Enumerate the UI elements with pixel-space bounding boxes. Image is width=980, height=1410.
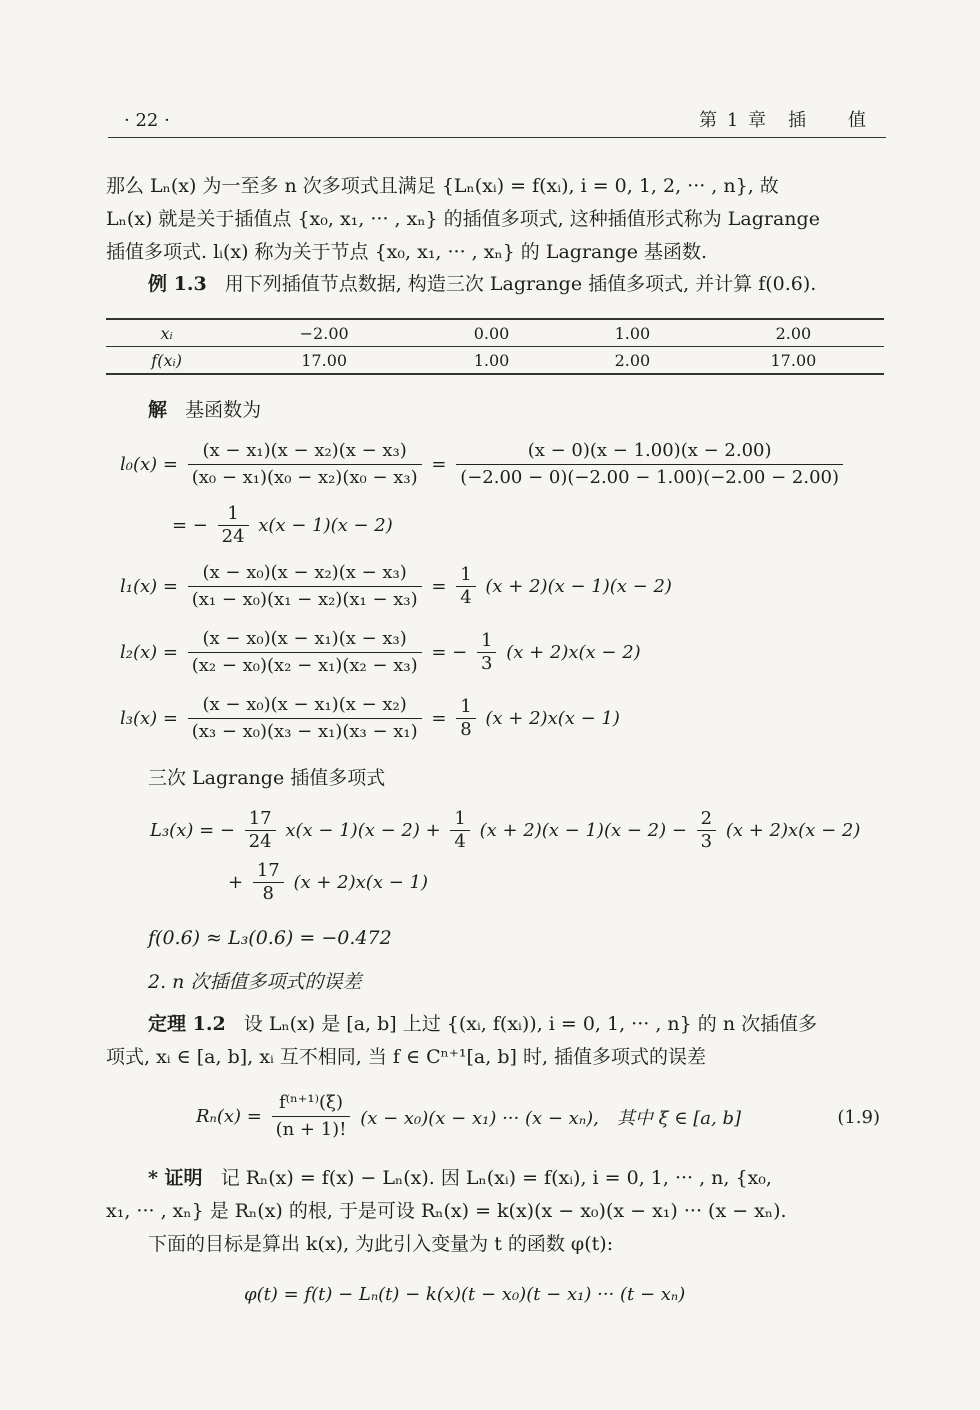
equation-rest: x(x − 1)(x − 2)	[258, 515, 393, 536]
fraction	[272, 1090, 351, 1143]
numerator: (x − 0)(x − 1.00)(x − 2.00)	[456, 438, 843, 465]
equation-l1: l₁(x) = $\frac{\text{(x − x₀)(x − x₂)(x − x₃)}}{\text{(x₁ − x₀)(x₁ − x₂)(x₁ − x₃)}}$ = $\frac{1}{4}$ (x + 2)(x − 1)(x − 2)	[120, 560, 672, 613]
proof-line: x₁, ··· , xₙ} 是 Rₙ(x) 的根, 于是可设 Rₙ(x) = k(x)(x − x₀)(x − x₁) ··· (x − xₙ).	[106, 1200, 787, 1222]
equation-rest: (x + 2)x(x − 2)	[506, 642, 641, 663]
header-rule	[108, 137, 886, 138]
equation-rest: (x + 2)(x − 1)(x − 2)	[485, 576, 672, 597]
equation-lhs: Rₙ(x) =	[196, 1106, 262, 1127]
equation-L3: L₃(x) = − $\frac{17}{24}$ x(x − 1)(x − 2) + $\frac{1}{4}$ (x + 2)(x − 1)(x − 2) − $\frac{2}{3}$ (x + 2)x(x − 2)	[150, 808, 861, 852]
theorem-line: 项式, xᵢ ∈ [a, b], xᵢ 互不相同, 当 f ∈ Cⁿ⁺¹[a, b] 时, 插值多项式的误差	[106, 1046, 707, 1068]
table-cell: 2.00	[703, 319, 884, 347]
equation-l2: l₂(x) = $\frac{\text{(x − x₀)(x − x₁)(x − x₃)}}{\text{(x₂ − x₀)(x₂ − x₁)(x₂ − x₃)}}$ = − $\frac{1}{3}$ (x + 2)x(x − 2)	[120, 626, 641, 679]
page-number: · 22 ·	[124, 110, 170, 131]
denominator: 4	[460, 587, 472, 608]
fraction	[456, 438, 843, 491]
chapter-title: 第 1 章 插 值	[699, 110, 868, 131]
f-value: f(0.6) ≈ L₃(0.6) = −0.472	[148, 927, 392, 949]
denominator: 8	[460, 719, 472, 740]
table-cell: xᵢ	[106, 319, 227, 347]
term: (x + 2)(x − 1)(x − 2) −	[479, 820, 687, 841]
table-cell: 0.00	[421, 319, 562, 347]
equation-lhs: l₂(x) =	[120, 642, 178, 663]
solution-heading	[148, 394, 261, 427]
equation-l0-simplified: = − $\frac{1}{24}$ x(x − 1)(x − 2)	[172, 503, 393, 547]
proof	[106, 1162, 886, 1261]
equation-lhs: l₃(x) =	[120, 708, 178, 729]
numerator: (x − x₁)(x − x₂)(x − x₃)	[188, 438, 422, 465]
numerator: 2	[697, 808, 716, 831]
intro-line: 插值多项式. lᵢ(x) 称为关于节点 {x₀, x₁, ··· , xₙ} 的 Lagrange 基函数.	[106, 241, 708, 263]
denominator: (n + 1)!	[275, 1119, 347, 1140]
fraction	[218, 503, 249, 548]
table-cell: 1.00	[421, 347, 562, 375]
fraction	[456, 696, 475, 741]
fraction	[188, 560, 422, 613]
denominator: (x₂ − x₀)(x₂ − x₁)(x₂ − x₃)	[191, 655, 418, 676]
fraction	[245, 808, 276, 853]
numerator: 1	[456, 564, 475, 587]
intro-paragraph	[106, 170, 886, 269]
table-cell: 2.00	[562, 347, 703, 375]
solution-text: 基函数为	[185, 399, 262, 421]
denominator: (x₀ − x₁)(x₀ − x₂)(x₀ − x₃)	[191, 467, 418, 488]
intro-line: Lₙ(x) 就是关于插值点 {x₀, x₁, ··· , xₙ} 的插值多项式, 这种插值形式称为 Lagrange	[106, 208, 820, 230]
denominator: 24	[221, 526, 245, 547]
term: (x + 2)x(x − 1)	[293, 872, 428, 893]
equation-phi: φ(t) = f(t) − Lₙ(t) − k(x)(t − x₀)(t − x₁) ··· (t − xₙ)	[244, 1284, 686, 1305]
denominator: (x₃ − x₀)(x₃ − x₁)(x₃ − x₁)	[191, 721, 418, 742]
equation-lhs: l₁(x) =	[120, 576, 178, 597]
page-header	[108, 106, 886, 136]
denominator: 24	[248, 831, 272, 852]
equation-rest: (x − x₀)(x − x₁) ··· (x − xₙ), 其中 ξ ∈ [a, b]	[360, 1107, 742, 1129]
denominator: 3	[700, 831, 713, 852]
equation-number: (1.9)	[837, 1107, 880, 1128]
numerator: 1	[218, 503, 249, 526]
fraction	[477, 630, 496, 675]
section-title: 2. n 次插值多项式的误差	[148, 971, 362, 993]
data-table	[106, 318, 884, 375]
denominator: 4	[454, 831, 466, 852]
example-label: 例 1.3	[148, 273, 207, 295]
denominator: (−2.00 − 0)(−2.00 − 1.00)(−2.00 − 2.00)	[460, 467, 840, 488]
table-row	[106, 347, 884, 375]
table-cell: 17.00	[227, 347, 421, 375]
numerator: f⁽ⁿ⁺¹⁾(ξ)	[272, 1090, 351, 1117]
theorem-text: 设 Lₙ(x) 是 [a, b] 上过 {(xᵢ, f(xᵢ)), i = 0, 1, ··· , n} 的 n 次插值多	[243, 1013, 818, 1035]
term: (x + 2)x(x − 2)	[725, 820, 861, 841]
example-text: 用下列插值节点数据, 构造三次 Lagrange 插值多项式, 并计算 f(0.6).	[224, 273, 817, 295]
table-cell: −2.00	[227, 319, 421, 347]
theorem-label: 定理 1.2	[148, 1013, 226, 1035]
fraction	[456, 564, 475, 609]
numerator: 17	[245, 808, 276, 831]
proof-line: 下面的目标是算出 k(x), 为此引入变量为 t 的函数 φ(t):	[148, 1233, 614, 1255]
proof-line	[106, 1162, 886, 1195]
numerator: 1	[450, 808, 469, 831]
equation-l3: l₃(x) = $\frac{\text{(x − x₀)(x − x₁)(x − x₂)}}{\text{(x₃ − x₀)(x₃ − x₁)(x₃ − x₁)}}$ = $\frac{1}{8}$ (x + 2)x(x − 1)	[120, 692, 620, 745]
equation-rest: (x + 2)x(x − 1)	[485, 708, 620, 729]
proof-text: 记 Rₙ(x) = f(x) − Lₙ(x). 因 Lₙ(xᵢ) = f(xᵢ), i = 0, 1, ··· , n, {x₀,	[220, 1167, 772, 1189]
example-statement	[148, 268, 888, 301]
table-cell: f(xᵢ)	[106, 347, 227, 375]
numerator: 1	[477, 630, 496, 653]
equation-remainder	[196, 1090, 741, 1143]
equation-lhs: l₀(x) =	[120, 454, 178, 475]
numerator: (x − x₀)(x − x₂)(x − x₃)	[188, 560, 422, 587]
cubic-intro: 三次 Lagrange 插值多项式	[148, 767, 386, 789]
solution-label: 解	[148, 399, 168, 421]
intro-line: 那么 Lₙ(x) 为一至多 n 次多项式且满足 {Lₙ(xᵢ) = f(xᵢ), i = 0, 1, 2, ··· , n}, 故	[106, 175, 779, 197]
fraction	[450, 808, 469, 853]
denominator: 8	[262, 883, 274, 904]
numerator: (x − x₀)(x − x₁)(x − x₂)	[188, 692, 422, 719]
fraction	[697, 808, 716, 853]
table-row	[106, 319, 884, 347]
denominator: (x₁ − x₀)(x₁ − x₂)(x₁ − x₃)	[191, 589, 418, 610]
theorem	[106, 1008, 886, 1074]
fraction	[188, 438, 422, 491]
fraction	[253, 860, 284, 905]
equation-l0: l₀(x) = $\frac{\text{(x − x₁)(x − x₂)(x − x₃)}}{\text{(x₀ − x₁)(x₀ − x₂)(x₀ − x₃)}}$ = $\frac{(x - 0)(x - 1.00)(x - 2.00)}{(-2.00 - 0)(-2.00 - 1.00)(-2.00 - 2.00)}$	[120, 438, 847, 491]
table-cell: 1.00	[562, 319, 703, 347]
table-cell: 17.00	[703, 347, 884, 375]
equation-lhs: L₃(x) =	[150, 820, 215, 841]
equation-L3-cont: + $\frac{17}{8}$ (x + 2)x(x − 1)	[228, 860, 428, 904]
theorem-line	[106, 1008, 886, 1041]
numerator: 17	[253, 860, 284, 883]
fraction	[188, 692, 422, 745]
term: x(x − 1)(x − 2) +	[285, 820, 441, 841]
fraction	[188, 626, 422, 679]
numerator: 1	[456, 696, 475, 719]
numerator: (x − x₀)(x − x₁)(x − x₃)	[188, 626, 422, 653]
proof-label: * 证明	[148, 1167, 203, 1189]
denominator: 3	[481, 653, 493, 674]
